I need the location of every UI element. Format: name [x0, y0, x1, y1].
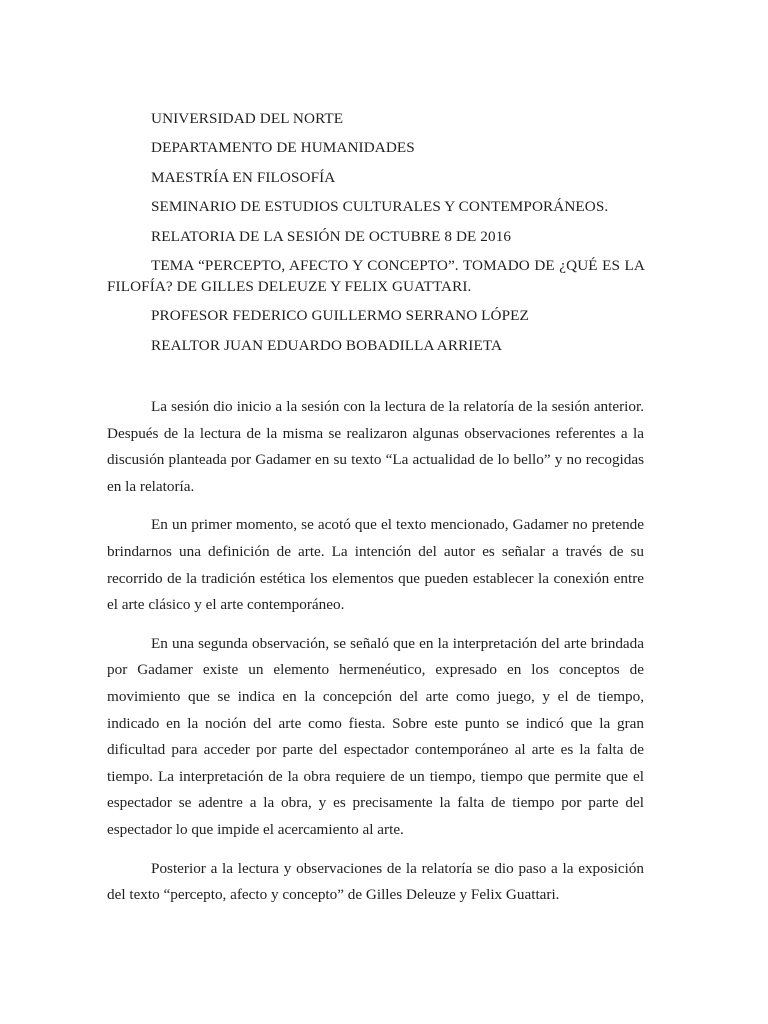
- header-line-department: DEPARTAMENTO DE HUMANIDADES: [151, 139, 415, 157]
- header-line-seminar: SEMINARIO DE ESTUDIOS CULTURALES Y CONTEMPORÁNEOS.: [151, 198, 609, 216]
- header-line-reporter: REALTOR JUAN EDUARDO BOBADILLA ARRIETA: [151, 336, 503, 354]
- document-body: [107, 394, 644, 921]
- header-line-topic: TEMA “PERCEPTO, AFECTO Y CONCEPTO”. TOMADO DE ¿QUÉ ES LA FILOFÍA? DE GILLES DELEUZE Y FELIX GUATTARI.: [107, 256, 645, 295]
- document-header: [107, 108, 645, 364]
- header-line-program: MAESTRÍA EN FILOSOFÍA: [151, 168, 336, 186]
- paragraph-second-observation: En una segunda observación, se señaló que en la interpretación del arte brindada por Gadamer existe un elemento hermenéutico, expresado en los conceptos de movimiento que se indica en la concepción del arte como juego, y el de tiempo, indicado en la noción del arte como fiesta. Sobre este punto se indicó que la gran dificultad para acceder por parte del espectador contemporáneo al arte es la falta de tiempo. La interpretación de la obra requiere de un tiempo, tiempo que permite que el espectador se adentre a la obra, y es precisamente la falta de tiempo por parte del espectador lo que impide el acercamiento al arte.: [107, 634, 644, 838]
- paragraph-session-start: La sesión dio inicio a la sesión con la lectura de la relatoría de la sesión anterior. Después de la lectura de la misma se realizaron algunas observaciones referentes a la discusión planteada por Gadamer en su texto “La actualidad de lo bello” y no recogidas en la relatoría.: [107, 398, 644, 495]
- paragraph-first-observation: En un primer momento, se acotó que el texto mencionado, Gadamer no pretende brindarnos una definición de arte. La intención del autor es señalar a través de su recorrido de la tradición estética los elementos que pueden establecer la conexión entre el arte clásico y el arte contemporáneo.: [107, 516, 644, 614]
- header-line-session: RELATORIA DE LA SESIÓN DE OCTUBRE 8 DE 2016: [151, 227, 512, 245]
- header-line-university: UNIVERSIDAD DEL NORTE: [151, 110, 344, 127]
- paragraph-exposition: Posterior a la lectura y observaciones de la relatoría se dio paso a la exposición del texto “percepto, afecto y concepto” de Gilles Deleuze y Felix Guattari.: [107, 859, 644, 904]
- header-line-professor: PROFESOR FEDERICO GUILLERMO SERRANO LÓPEZ: [151, 307, 529, 325]
